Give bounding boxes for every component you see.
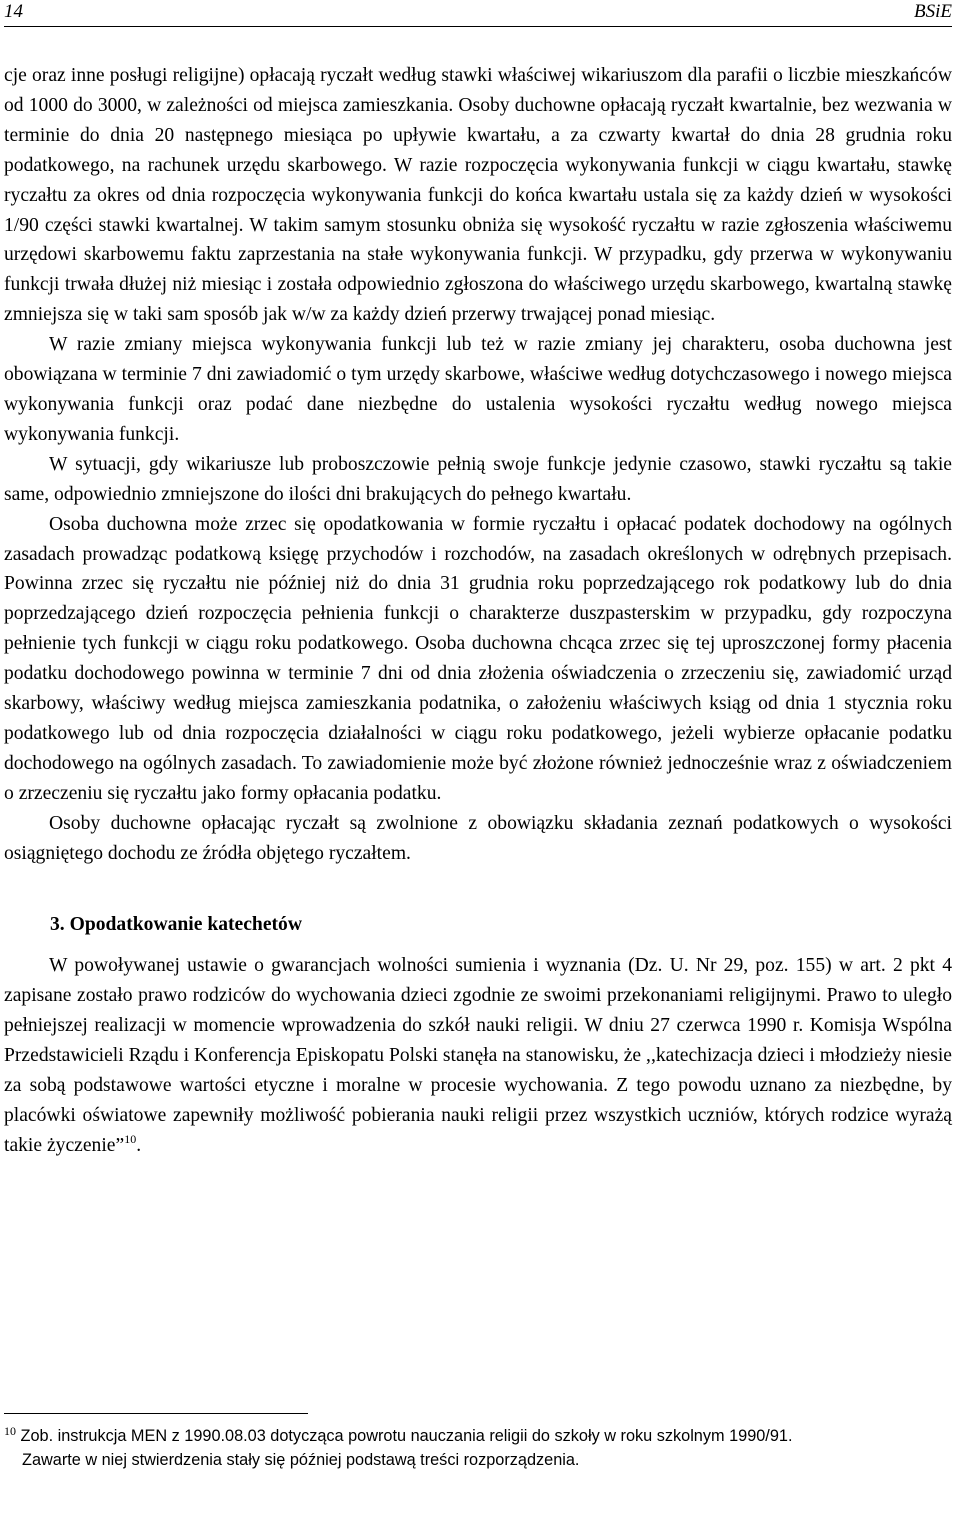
footnote-line: [4, 1424, 952, 1448]
page-number: 14: [4, 1, 23, 22]
footnote-reference[interactable]: 10: [124, 1131, 137, 1146]
footnote-text-continued: Zawarte w niej stwierdzenia stały się później podstawą treści rozporządzenia.: [22, 1451, 580, 1469]
section-paragraph-end: .: [136, 1134, 142, 1156]
section-heading: 3. Opodatkowanie katechetów: [50, 914, 303, 936]
page-header: [4, 0, 952, 27]
paragraph-continued: cje oraz inne posługi religijne) opłacają ryczałt według stawki właściwej wikariuszom dla parafii o liczbie mieszkańców od 1000 do 3000, w zależności od miejsca zamieszkania. Osoby duchowne opłacają ryczałt kwartalnie, bez wezwania w terminie do dnia 20 następnego miesiąca po upływie kwartału, a za czwarty kwartał do dnia 28 grudnia roku podatkowego, na rachunek urzędu skarbowego. W razie rozpoczęcia wykonywania funkcji w ciągu kwartału, stawkę ryczałtu za okres od dnia rozpoczęcia wykonywania funkcji do końca kwartału ustala się za każdy dzień w wysokości 1/90 części stawki kwartalnej. W takim samym stosunku obniża się wysokość ryczałtu w razie zgłoszenia właściwemu urzędowi skarbowemu faktu zaprzestania na stałe wykonywania funkcji. W przypadku, gdy przerwa w wykonywaniu funkcji trwała dłużej niż miesiąc i została odpowiednio zgłoszona do właściwego urzędu skarbowego, kwartalną stawkę zmniejsza się w taki sam sposób jak w/w za każdy dzień przerwy trwającej ponad miesiąc.: [4, 65, 952, 326]
journal-abbreviation: BSiE: [914, 1, 952, 22]
section-paragraph-text: W powoływanej ustawie o gwarancjach wolności sumienia i wyznania (Dz. U. Nr 29, poz. 155) w art. 2 pkt 4 zapisane zostało prawo rodziców do wychowania dzieci zgodnie ze swoimi przekonaniami religijnymi. Prawo to uległo pełniejszej realizacji w momencie wprowadzenia do szkół nauki religii. W dniu 27 czerwca 1990 r. Komisja Wspólna Przedstawicieli Rządu i Konferencja Episkopatu Polski stanęła na stanowisku, że ,,katechizacja dzieci i młodzieży niesie za sobą podstawowe wartości etyczne i moralne w procesie wychowania. Z tego powodu uznano za niezbędne, by placówki oświatowe zapewniły możliwość pobierania nauki religii przez wszystkich uczniów, których rodzice wyrażą takie życzenie”: [4, 955, 952, 1156]
footnote: [4, 1424, 952, 1472]
paragraph: Osoba duchowna może zrzec się opodatkowania w formie ryczałtu i opłacać podatek dochodowy na ogólnych zasadach prowadząc podatkową księgę przychodów i rozchodów, na zasadach określonych w odrębnych przepisach. Powinna zrzec się ryczałtu nie później niż do dnia 31 grudnia roku poprzedzającego rok podatkowy lub do dnia poprzedzającego dzień rozpoczęcia pełnienia funkcji o charakterze duszpasterskim w przypadku, gdy rozpoczyna pełnienie tych funkcji w ciągu roku podatkowego. Osoba duchowna chcąca zrzec się tej uproszczonej formy płacenia podatku dochodowego powinna w terminie 7 dni od dnia złożenia oświadczenia o zrzeczeniu się, zawiadomić urząd skarbowy, właściwy według miejsca zamieszkania podatnika, o założeniu właściwych ksiąg od dnia 1 stycznia roku podatkowego lub od dnia rozpoczęcia działalności w ciągu roku podatkowego, jeżeli wybierze opłacanie podatku dochodowego na ogólnych zasadach. To zawiadomienie może być złożone również jednocześnie wraz z oświadczeniem o zrzeczeniu się ryczałtu jako formy opłacania podatku.: [4, 513, 952, 804]
paragraph: W razie zmiany miejsca wykonywania funkcji lub też w razie zmiany jej charakteru, osoba duchowna jest obowiązana w terminie 7 dni zawiadomić o tym urzędy skarbowe, właściwe według dotychczasowego i nowego miejsca wykonywania funkcji oraz podać dane niezbędne do ustalenia wysokości ryczałtu według nowego miejsca wykonywania funkcji.: [4, 334, 952, 445]
footnote-text: Zob. instrukcja MEN z 1990.08.03 dotycząca powrotu nauczania religii do szkoły w roku szkolnym 1990/91.: [20, 1427, 793, 1445]
footnote-separator: [4, 1413, 308, 1414]
footnote-number: 10: [4, 1424, 16, 1438]
page-body: [4, 61, 952, 1161]
paragraph: W sytuacji, gdy wikariusze lub proboszczowie pełnią swoje funkcje jedynie czasowo, stawki ryczałtu są takie same, odpowiednio zmniejszone do ilości dni brakujących do pełnego kwartału.: [4, 453, 952, 505]
paragraph: Osoby duchowne opłacając ryczałt są zwolnione z obowiązku składania zeznań podatkowych o wysokości osiągniętego dochodu ze źródła objętego ryczałtem.: [4, 812, 952, 864]
section-paragraph: [4, 951, 952, 1160]
